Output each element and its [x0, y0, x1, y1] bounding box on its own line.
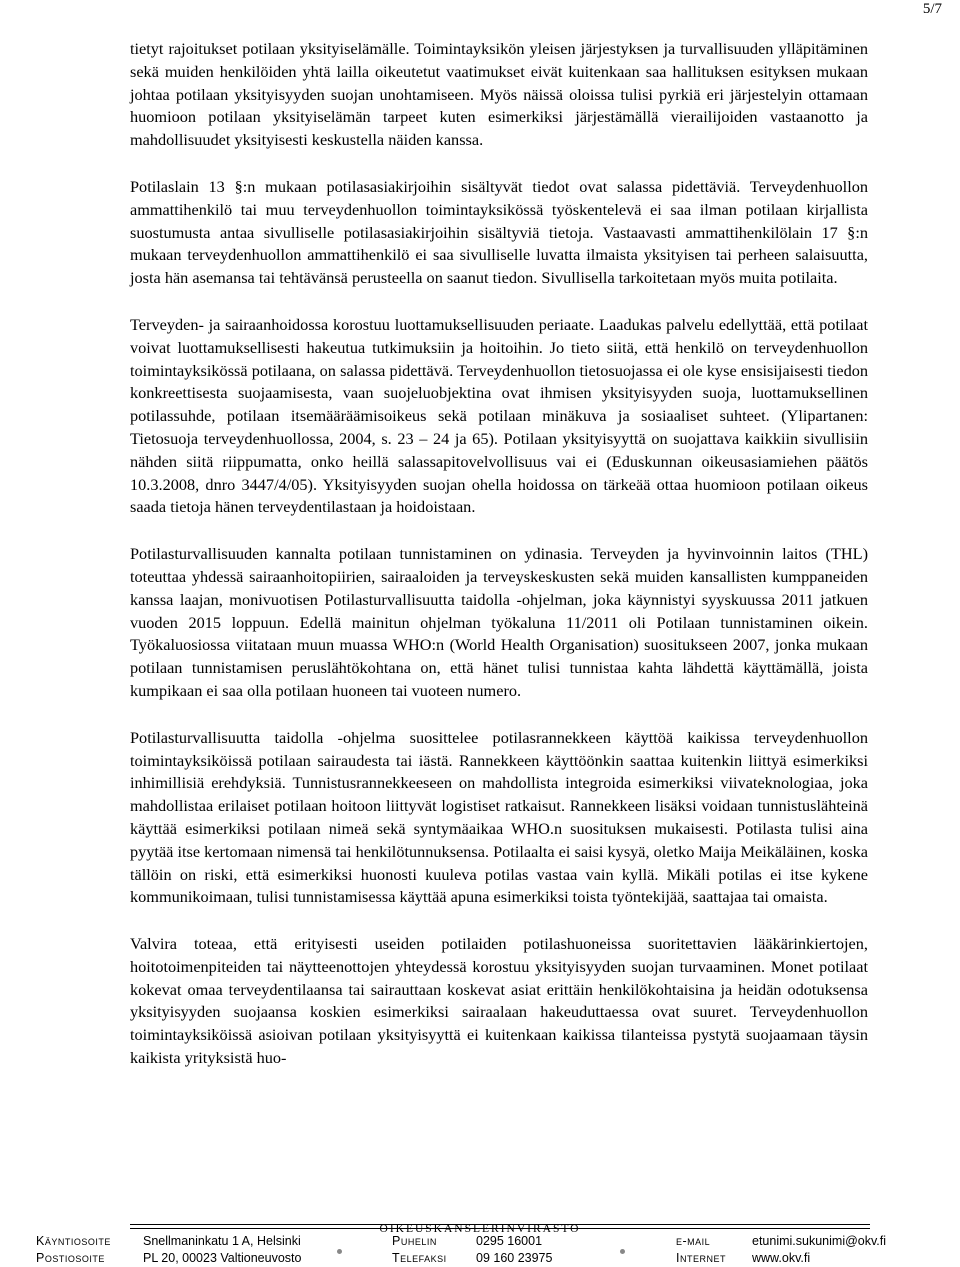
paragraph: Potilaslain 13 §:n mukaan potilasasiakirjoihin sisältyvät tiedot ovat salassa pidettäviä. Terveydenhuollon ammattihenkilö tai muu terveydenhuollon toimintayksikössä työskentelevä ei saa ilman potilaan kirjallista suostumusta antaa sivulliselle potilasasiakirjoihin sisältyviä tietoja. Vastaavasti ammattihenkilölain 17 §:n mukaan terveydenhuollon ammattihenkilö ei saa sivulliselle luvatta ilmaista yksityisen tai perheen salaisuutta, josta hän asemansa tai tehtävänsä perusteella on saanut tiedon. Sivullisella tarkoitetaan myös muita potilaita. [130, 176, 868, 288]
separator-dot-icon [620, 1249, 625, 1254]
paragraph: Terveyden- ja sairaanhoidossa korostuu luottamuksellisuuden periaate. Laadukas palvelu edellyttää, että potilaat voivat luottamuksellisesti hakeutua tutkimuksiin ja hoitoihin. Jo tieto siitä, että henkilö on terveydenhuollon toimintayksikössä potilaana, on salassa pidettävä. Terveydenhuollon tietosuojassa ei ole kyse ensisijaisesti tiedon konkreettisesta suojaamisesta, vaan suojeluobjektina ovat ihmisen yksityisyyden suoja, luottamuksellinen potilassuhde, potilaan itsemääräämisoikeus sekä potilaan minäkuva ja sosiaaliset suhteet. (Ylipartanen: Tietosuoja terveydenhuollossa, 2004, s. 23 – 24 ja 65). Potilaan yksityisyyttä on suojattava kaikkiin sivullisiin nähden siitä riippumatta, onko heillä salassapitovelvollisuus vai ei (Eduskunnan oikeusasiamiehen päätös 10.3.2008, dnro 3447/4/05). Yksityisyyden suojan ohella hoidossa on tärkeää ottaa huomioon potilaan oikeus saada tietoja hänen terveydentilastaan ja hoidoistaan. [130, 314, 868, 517]
visit-label: Käyntiosoite [36, 1234, 111, 1248]
paragraph: tietyt rajoitukset potilaan yksityiselämälle. Toimintayksikön yleisen järjestyksen ja turvallisuuden ylläpitäminen sekä muiden henkilöiden yhtä lailla oikeutetut vaatimukset eivät kuitenkaan saa hallituksen esityksen mukaan johtaa potilaan yksityisyyden suojan unohtamiseen. Myös näissä oloissa tulisi pyrkiä eri järjestelyin ottamaan huomioon potilaan yksityiselämän tarpeet kuten esimerkiksi järjestämällä vierailijoiden vastaanotto ja mahdollisuudet yksityisesti keskustella näiden kanssa. [130, 39, 868, 150]
separator-dot-icon [337, 1249, 342, 1254]
paragraph: Valvira toteaa, että erityisesti useiden potilaiden potilashuoneissa suoritettavien lääkärinkiertojen, hoitotoimenpiteiden tai näytteenottojen yhteydessä korostuu yksityisyyden suojan turvaaminen. Monet potilaat kokevat omaa terveydentilaansa tai sairauttaan koskevat asiat erittäin henkilökohtaisina ja heidän odotuksensa yksityisyyden suojaansa koskien esimerkiksi sairaalaan hakeuduttaessa ovat suuret. Terveydenhuollon toimintayksiköissä asioivan potilaan yksityisyyttä ei kuitenkaan kaikissa tilanteissa pystytä suojaamaan täysin kaikista yrityksistä huo- [130, 934, 868, 1068]
email-address[interactable]: etunimi.sukunimi@okv.fi [752, 1234, 887, 1248]
footer-row-1 [0, 1233, 960, 1250]
footer-contact [0, 1233, 960, 1267]
paragraph: Potilasturvallisuutta taidolla -ohjelma suosittelee potilasrannekkeen käyttöä kaikissa terveydenhuollon toimintayksiköissä potilaan sairaudesta tai iästä. Rannekkeen käyttöönkin saattaa kuitenkin liittyä esimerkiksi inhimillisiä erehdyksiä. Tunnistusrannekkeeseen on mahdollista integroida esimerkiksi viivateknologiaa, joka mahdollistaa erilaiset potilaan hoitoon liittyvät logistiset ratkaisut. Rannekkeen lisäksi voidaan tunnistuslähteinä käyttää esimerkiksi potilaan nimeä sekä syntymäaikaa WHO.n suosituksen mukaisesti. Potilasta tulisi aina pyytää itse kertomaan nimensä tai henkilötunnuksensa. Potilaalta ei saisi kysyä, oletko Maija Meikäläinen, koska tällöin on riski, että esimerkiksi huonosti kuuleva potilas vastaa vain kyllä. Mikäli potilas ei itse kykene kommunikoimaan, tulisi tunnistamisessa käyttää apuna esimerkiksi toista työntekijää, saattajaa tai omaista. [130, 727, 868, 907]
post-address: PL 20, 00023 Valtioneuvosto [143, 1251, 302, 1265]
footer-row-2 [0, 1250, 960, 1267]
phone-label: Puhelin [392, 1234, 437, 1248]
paragraph: Potilasturvallisuuden kannalta potilaan tunnistaminen on ydinasia. Terveyden ja hyvinvoinnin laitos (THL) toteuttaa yhdessä sairaanhoitopiirien, sairaaloiden ja terveyskeskusten sekä muiden kansallisten kumppaneiden kanssa laajan, monivuotisen Potilasturvallisuutta taidolla -ohjelman, joka käynnistyi syyskuussa 2011 jatkuen vuoden 2015 loppuun. Edellä mainitun ohjelman työkaluna 11/2011 oli Potilaan tunnistaminen oikein. Työkaluosiossa viitataan muun muassa WHO:n (World Health Organisation) suositukseen 2007, jonka mukaan potilaan tunnistamisen peruslähtökohtana on, että hänet tulisi tunnistaa kahta lähdettä käyttämällä, joista kumpikaan ei saa olla potilaan huoneen tai vuoteen numero. [130, 544, 868, 700]
footer-organization: OIKEUSKANSLERINVIRASTO [379, 1223, 581, 1235]
phone-number: 0295 16001 [476, 1234, 543, 1248]
website-link[interactable]: www.okv.fi [752, 1251, 811, 1265]
email-label: e-mail [676, 1234, 711, 1248]
body-text [130, 38, 868, 1094]
visit-address: Snellmaninkatu 1 A, Helsinki [143, 1234, 301, 1248]
internet-label: Internet [676, 1251, 726, 1265]
fax-label: Telefaksi [392, 1251, 447, 1265]
page-number: 5/7 [922, 1, 942, 17]
post-label: Postiosoite [36, 1251, 105, 1265]
fax-number: 09 160 23975 [476, 1251, 553, 1265]
